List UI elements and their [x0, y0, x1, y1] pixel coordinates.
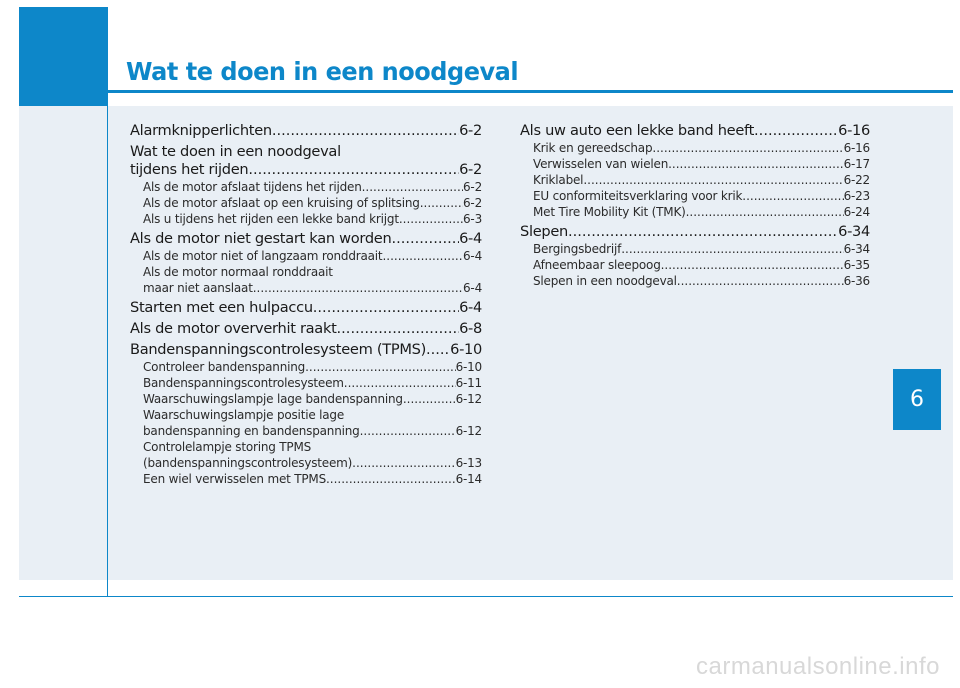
toc-subsection-entry[interactable] — [130, 248, 482, 264]
toc-subsection-entry[interactable] — [130, 264, 482, 296]
watermark: carmanualsonline.info — [696, 653, 940, 680]
toc-entry-line — [533, 204, 870, 220]
toc-page-number: 6-11 — [455, 376, 482, 390]
toc-entry-line — [130, 122, 482, 140]
toc-page-number: 6-22 — [843, 173, 870, 187]
toc-subsection-entry[interactable] — [130, 179, 482, 195]
toc-page-number: 6-16 — [838, 122, 870, 139]
toc-entry-title: Waarschuwingslampje lage bandenspanning — [143, 392, 403, 406]
toc-dot-leader — [583, 172, 843, 188]
toc-entry-title: Met Tire Mobility Kit (TMK) — [533, 205, 686, 219]
toc-entry-line — [533, 273, 870, 289]
toc-dot-leader — [652, 140, 843, 156]
toc-entry-title: Als de motor afslaat tijdens het rijden — [143, 180, 362, 194]
toc-dot-leader — [568, 223, 838, 241]
toc-subsection-entry[interactable] — [520, 140, 870, 156]
toc-entry-title: (bandenspanningscontrolesysteem) — [143, 456, 353, 470]
toc-entry-line — [143, 407, 482, 423]
toc-dot-leader — [399, 211, 463, 227]
toc-dot-leader — [391, 230, 459, 248]
toc-entry-title: Kriklabel — [533, 173, 584, 187]
toc-subsection-entry[interactable] — [520, 241, 870, 257]
toc-entry-title: Als de motor niet of langzaam ronddraait — [143, 249, 383, 263]
toc-entry-title: Bandenspanningscontrolesysteem (TPMS) — [130, 341, 426, 358]
toc-dot-leader — [382, 248, 463, 264]
toc-entry-line — [533, 241, 870, 257]
toc-page-number: 6-36 — [843, 274, 870, 288]
toc-entry-line — [143, 359, 482, 375]
panel-margin-rule — [107, 106, 108, 596]
toc-entry-title: Een wiel verwisselen met TPMS — [143, 472, 326, 486]
toc-page-number: 6-10 — [455, 360, 482, 374]
toc-subsection-entry[interactable] — [130, 195, 482, 211]
toc-section-entry[interactable] — [130, 299, 482, 317]
toc-page-number: 6-4 — [463, 281, 482, 295]
toc-entry-line — [143, 248, 482, 264]
toc-subsection-entry[interactable] — [130, 439, 482, 471]
toc-subsection-entry[interactable] — [520, 257, 870, 273]
toc-page-number: 6-24 — [843, 205, 870, 219]
toc-dot-leader — [344, 375, 456, 391]
toc-entry-title: Als de motor afslaat op een kruising of splitsing — [143, 196, 420, 210]
toc-dot-leader — [337, 320, 460, 338]
toc-entry-line — [520, 122, 870, 140]
toc-dot-leader — [686, 204, 844, 220]
toc-entry-title: bandenspanning en bandenspanning — [143, 424, 360, 438]
toc-page-number: 6-3 — [463, 212, 482, 226]
toc-entry-line — [143, 423, 482, 439]
bottom-rule — [19, 596, 953, 597]
toc-dot-leader — [661, 257, 844, 273]
toc-dot-leader — [305, 359, 455, 375]
toc-entry-title: Wat te doen in een noodgeval — [130, 143, 341, 160]
toc-entry-line — [130, 299, 482, 317]
toc-entry-line — [533, 257, 870, 273]
toc-dot-leader — [272, 122, 459, 140]
toc-dot-leader — [754, 122, 838, 140]
toc-section-entry[interactable] — [130, 122, 482, 140]
toc-entry-line — [533, 172, 870, 188]
toc-entry-line — [130, 320, 482, 338]
toc-dot-leader — [668, 156, 843, 172]
toc-entry-title: Alarmknipperlichten — [130, 122, 272, 139]
toc-entry-line — [143, 179, 482, 195]
toc-entry-title: tijdens het rijden — [130, 161, 249, 178]
toc-entry-title: Krik en gereedschap — [533, 141, 653, 155]
toc-entry-title: maar niet aanslaat — [143, 281, 253, 295]
toc-dot-leader — [253, 280, 463, 296]
toc-entry-line — [143, 471, 482, 487]
toc-section-entry[interactable] — [130, 320, 482, 338]
toc-column-right — [520, 122, 870, 289]
page-title: Wat te doen in een noodgeval — [126, 57, 519, 86]
toc-page-number: 6-4 — [463, 249, 482, 263]
toc-entry-title: Als uw auto een lekke band heeft — [520, 122, 755, 139]
toc-page-number: 6-23 — [843, 189, 870, 203]
toc-page-number: 6-14 — [455, 472, 482, 486]
toc-subsection-entry[interactable] — [520, 188, 870, 204]
toc-subsection-entry[interactable] — [130, 359, 482, 375]
toc-entry-line — [143, 375, 482, 391]
toc-entry-line — [143, 264, 482, 280]
toc-entry-title: Bandenspanningscontrolesysteem — [143, 376, 344, 390]
toc-entry-line — [130, 230, 482, 248]
toc-subsection-entry[interactable] — [130, 471, 482, 487]
toc-section-entry[interactable] — [130, 143, 482, 179]
toc-page-number: 6-2 — [459, 122, 482, 139]
toc-entry-line — [143, 211, 482, 227]
toc-section-entry[interactable] — [130, 230, 482, 248]
toc-dot-leader — [420, 195, 463, 211]
toc-entry-title: Slepen — [520, 223, 568, 240]
toc-entry-title: Als de motor niet gestart kan worden — [130, 230, 392, 247]
toc-section-entry[interactable] — [520, 223, 870, 241]
toc-dot-leader — [352, 455, 455, 471]
toc-entry-title: Controleer bandenspanning — [143, 360, 306, 374]
toc-entry-title: Als de motor oververhit raakt — [130, 320, 337, 337]
toc-subsection-entry[interactable] — [130, 375, 482, 391]
toc-entry-title: Slepen in een noodgeval — [533, 274, 677, 288]
toc-dot-leader — [313, 299, 459, 317]
toc-page-number: 6-10 — [450, 341, 482, 358]
toc-page-number: 6-35 — [843, 258, 870, 272]
toc-dot-leader — [426, 341, 450, 359]
toc-entry-line — [130, 161, 482, 179]
toc-section-entry[interactable] — [520, 122, 870, 140]
toc-entry-title: Als de motor normaal ronddraait — [143, 265, 333, 279]
toc-page-number: 6-16 — [843, 141, 870, 155]
toc-dot-leader — [248, 161, 459, 179]
toc-entry-title: Waarschuwingslampje positie lage — [143, 408, 345, 422]
toc-page-number: 6-2 — [463, 180, 482, 194]
toc-entry-line — [533, 156, 870, 172]
toc-entry-title: EU conformiteitsverklaring voor krik — [533, 189, 743, 203]
toc-entry-line — [520, 223, 870, 241]
toc-page-number: 6-17 — [843, 157, 870, 171]
toc-subsection-entry[interactable] — [130, 391, 482, 407]
toc-dot-leader — [360, 423, 456, 439]
toc-subsection-entry[interactable] — [520, 204, 870, 220]
toc-subsection-entry[interactable] — [520, 156, 870, 172]
toc-dot-leader — [677, 273, 844, 289]
toc-entry-title: Starten met een hulpaccu — [130, 299, 313, 316]
toc-entry-line — [143, 195, 482, 211]
toc-entry-title: Als u tijdens het rijden een lekke band krijgt — [143, 212, 399, 226]
chapter-tab[interactable]: 6 — [893, 369, 941, 430]
toc-entry-title: Bergingsbedrijf — [533, 242, 622, 256]
toc-dot-leader — [362, 179, 463, 195]
toc-entry-line — [130, 143, 482, 161]
toc-page-number: 6-8 — [459, 320, 482, 337]
toc-section-entry[interactable] — [130, 341, 482, 359]
toc-dot-leader — [621, 241, 843, 257]
toc-entry-line — [143, 455, 482, 471]
header-color-block — [19, 7, 108, 106]
toc-dot-leader — [742, 188, 843, 204]
toc-dot-leader — [326, 471, 456, 487]
toc-entry-line — [143, 439, 482, 455]
toc-entry-line — [143, 280, 482, 296]
toc-dot-leader — [403, 391, 456, 407]
toc-subsection-entry[interactable] — [520, 273, 870, 289]
toc-column-left — [130, 122, 482, 487]
toc-entry-title: Afneembaar sleepoog — [533, 258, 661, 272]
toc-entry-line — [533, 140, 870, 156]
toc-entry-title: Controlelampje storing TPMS — [143, 440, 312, 454]
toc-subsection-entry[interactable] — [130, 407, 482, 439]
toc-entry-title: Verwisselen van wielen — [533, 157, 669, 171]
toc-page-number: 6-34 — [838, 223, 870, 240]
toc-page-number: 6-2 — [463, 196, 482, 210]
toc-page-number: 6-34 — [843, 242, 870, 256]
toc-page-number: 6-4 — [459, 299, 482, 316]
toc-page-number: 6-2 — [459, 161, 482, 178]
title-underline — [108, 90, 953, 93]
toc-page-number: 6-13 — [455, 456, 482, 470]
toc-entry-line — [143, 391, 482, 407]
toc-page-number: 6-12 — [455, 424, 482, 438]
toc-subsection-entry[interactable] — [520, 172, 870, 188]
toc-subsection-entry[interactable] — [130, 211, 482, 227]
toc-page-number: 6-12 — [455, 392, 482, 406]
toc-entry-line — [533, 188, 870, 204]
toc-entry-line — [130, 341, 482, 359]
toc-page-number: 6-4 — [459, 230, 482, 247]
